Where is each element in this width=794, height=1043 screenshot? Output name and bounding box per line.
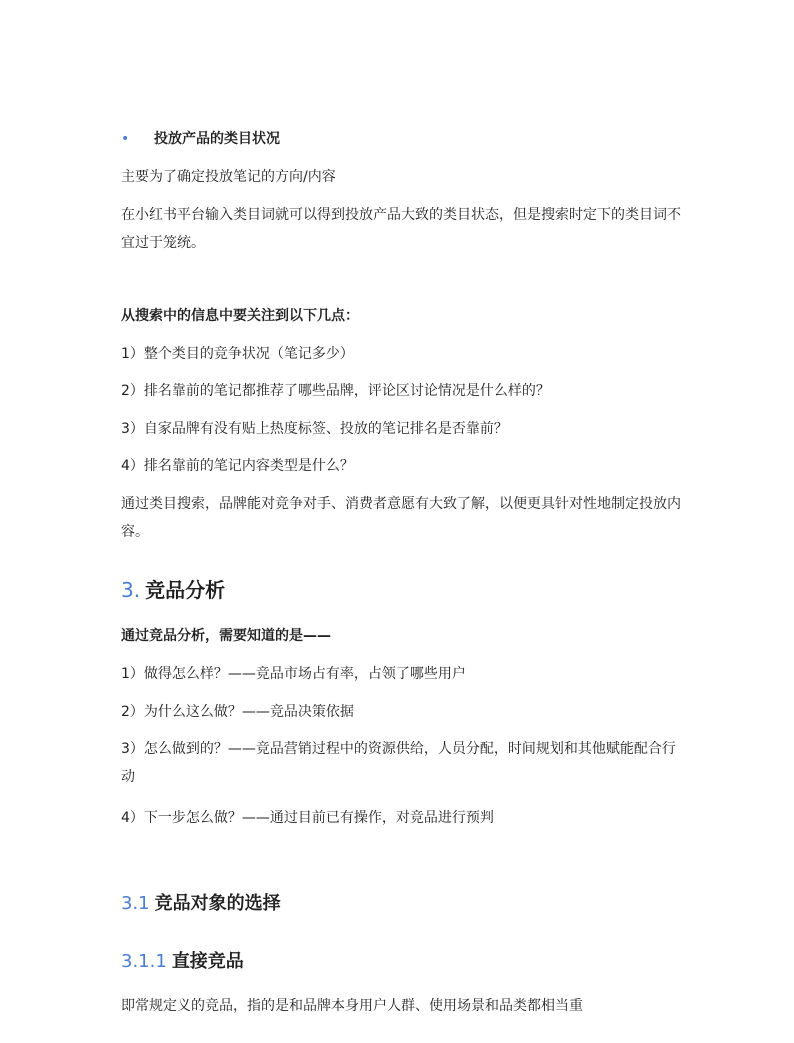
bullet-item	[121, 125, 681, 153]
analysis-item-3: 3）怎么做到的？——竞品营销过程中的资源供给，人员分配，时间规划和其他赋能配合行动	[121, 741, 676, 785]
focus-item-1: 1）整个类目的竞争状况（笔记多少）	[121, 346, 354, 362]
focus-item-2: 2）排名靠前的笔记都推荐了哪些品牌，评论区讨论情况是什么样的？	[121, 383, 550, 399]
analysis-item-2: 2）为什么这么做？——竞品决策依据	[121, 704, 354, 720]
analysis-item-1: 1）做得怎么样？——竞品市场占有率，占领了哪些用户	[121, 666, 466, 682]
purpose-paragraph: 主要为了确定投放笔记的方向/内容	[121, 169, 336, 185]
section-3-1-1-number: 3.1.1	[121, 951, 167, 972]
summary-paragraph: 通过类目搜索，品牌能对竞争对手、消费者意愿有大致了解，以便更具针对性地制定投放内容。	[121, 496, 681, 540]
section-3-1-heading	[121, 889, 281, 919]
analysis-heading: 通过竞品分析，需要知道的是——	[121, 628, 331, 644]
section-3-1-1-heading	[121, 947, 244, 977]
section-3-title: 竞品分析	[145, 578, 226, 602]
section-3-number: 3.	[121, 578, 141, 602]
section-3-1-title: 竞品对象的选择	[154, 893, 281, 914]
search-paragraph: 在小红书平台输入类目词就可以得到投放产品大致的类目状态，但是搜索时定下的类目词不宜过于笼统。	[121, 207, 681, 251]
focus-item-4: 4）排名靠前的笔记内容类型是什么？	[121, 458, 354, 474]
bullet-text: 投放产品的类目状况	[154, 131, 280, 147]
direct-competitor-paragraph: 即常规定义的竞品，指的是和品牌本身用户人群、使用场景和品类都相当重	[121, 998, 583, 1014]
section-3-1-1-title: 直接竞品	[171, 951, 244, 972]
section-3-heading	[121, 573, 225, 607]
bullet-marker: •	[121, 131, 130, 147]
section-3-1-number: 3.1	[121, 893, 150, 914]
analysis-item-4: 4）下一步怎么做？——通过目前已有操作，对竞品进行预判	[121, 810, 494, 826]
focus-item-3: 3）自家品牌有没有贴上热度标签、投放的笔记排名是否靠前？	[121, 421, 508, 437]
focus-heading: 从搜索中的信息中要关注到以下几点：	[121, 308, 359, 324]
